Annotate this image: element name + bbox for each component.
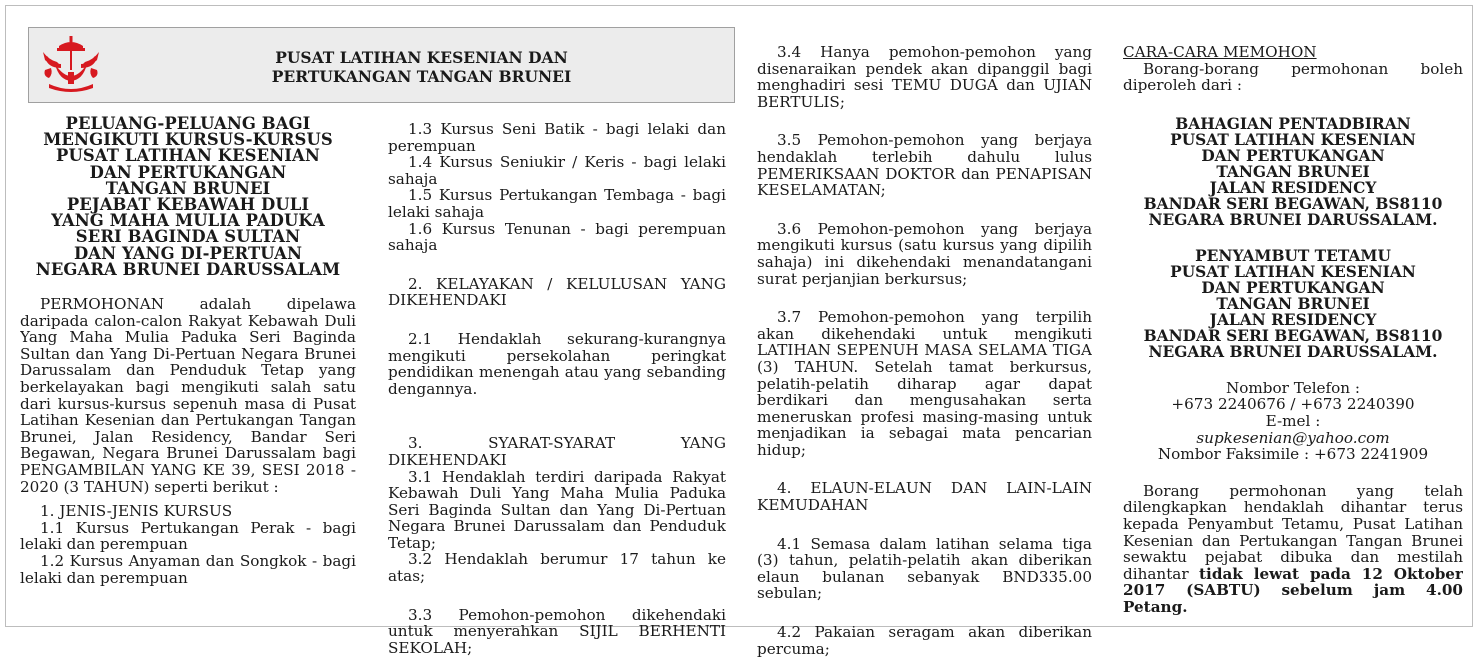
heading-line: DAN YANG DI-PERTUAN xyxy=(73,243,303,263)
brunei-crest-icon xyxy=(39,34,103,94)
item-3-6: 3.6 Pemohon-pemohon yang berjaya mengikuti kursus (satu kursus yang dipilih sahaja) ini dikehendaki menandatangani surat perjanjian berkursus; xyxy=(757,219,1092,288)
column-1 xyxy=(20,116,356,586)
item-3-2: 3.2 Hendaklah berumur 17 tahun ke atas; xyxy=(388,550,726,586)
address-line: TANGAN BRUNEI xyxy=(1216,162,1370,181)
phone-label: Nombor Telefon : xyxy=(1225,378,1361,397)
section-3-title: 3. SYARAT-SYARAT YANG DIKEHENDAKI xyxy=(388,434,726,469)
item-3-3: 3.3 Pemohon-pemohon dikehendaki untuk menyerahkan SIJIL BERHENTI SEKOLAH; xyxy=(388,605,726,657)
newspaper-advertisement xyxy=(5,5,1473,657)
heading-line: TANGAN BRUNEI xyxy=(105,178,271,198)
section-4-title: 4. ELAUN-ELAUN DAN LAIN-LAIN KEMUDAHAN xyxy=(757,479,1092,515)
column-4 xyxy=(1123,44,1463,616)
address-administration xyxy=(1123,116,1463,228)
intro-paragraph: PERMOHONAN adalah dipelawa daripada calon-calon Rakyat Kebawah Duli Yang Maha Mulia Paduka Seri Baginda Sultan dan Yang Di-Pertuan Negara Brunei Darussalam dan Penduduk Tetap yang berkelayakan bagi mengikuti salah satu dari kursus-kursus sepenuh masa di Pusat Latihan Kesenian dan Pertukangan Tangan Brunei, Jalan Residency, Bandar Seri Begawan, Negara Brunei Darussalam bagi PENGAMBILAN YANG KE 39, SESI 2018 - 2020 (3 TAHUN) seperti berikut : xyxy=(20,295,356,496)
item-1-5: 1.5 Kursus Pertukangan Tembaga - bagi lelaki sahaja xyxy=(388,186,726,221)
how-to-apply-title: CARA-CARA MEMOHON xyxy=(1123,44,1317,61)
closing-paragraph xyxy=(1123,483,1463,616)
header-banner xyxy=(28,27,735,103)
address-line: PENYAMBUT TETAMU xyxy=(1195,246,1391,265)
heading-line: PEJABAT KEBAWAH DULI xyxy=(66,195,310,215)
address-line: TANGAN BRUNEI xyxy=(1216,294,1370,313)
item-3-7: 3.7 Pemohon-pemohon yang terpilih akan dikehendaki untuk mengikuti LATIHAN SEPENUH MASA SELAMA TIGA (3) TAHUN. Setelah tamat berkursus, pelatih-pelatih diharap agar dapat berdikari dan mengusahakan serta meneruskan profesi masing-masing untuk menjadikan ia sebagai mata pencarian hidup; xyxy=(757,308,1092,459)
item-1-4: 1.4 Kursus Seniukir / Keris - bagi lelaki sahaja xyxy=(388,153,726,188)
address-line: BANDAR SERI BEGAWAN, BS8110 xyxy=(1143,326,1443,345)
closing-deadline: tidak lewat pada 12 Oktober 2017 (SABTU) sebelum jam 4.00 Petang. xyxy=(1123,564,1463,616)
address-line: NEGARA BRUNEI DARUSSALAM. xyxy=(1148,210,1438,229)
address-line: BAHAGIAN PENTADBIRAN xyxy=(1175,114,1411,133)
item-1-1: 1.1 Kursus Pertukangan Perak - bagi lelaki dan perempuan xyxy=(20,518,356,554)
heading-line: PUSAT LATIHAN KESENIAN xyxy=(56,146,320,166)
email-line xyxy=(1123,413,1463,446)
item-3-4: 3.4 Hanya pemohon-pemohon yang disenaraikan pendek akan dipanggil bagi menghadiri sesi TEMU DUGA dan UJIAN BERTULIS; xyxy=(757,44,1092,111)
section-1-title: 1. JENIS-JENIS KURSUS xyxy=(40,502,233,521)
address-line: PUSAT LATIHAN KESENIAN xyxy=(1170,130,1416,149)
closing-text: Borang permohonan yang telah dilengkapkan hendaklah dihantar terus kepada Penyambut Tetamu, Pusat Latihan Kesenian dan Pertukangan Tangan Brunei sewaktu pejabat dibuka dan mestilah dihantar xyxy=(1123,481,1463,583)
item-2-1: 2.1 Hendaklah sekurang-kurangnya mengikuti persekolahan peringkat pendidikan menengah atau yang sebanding dengannya. xyxy=(388,329,726,398)
column-3 xyxy=(757,44,1092,657)
how-to-apply-intro: Borang-borang permohonan boleh diperoleh dari : xyxy=(1123,59,1463,95)
item-1-6: 1.6 Kursus Tenunan - bagi perempuan sahaja xyxy=(388,219,726,255)
item-4-1: 4.1 Semasa dalam latihan selama tiga (3) tahun, pelatih-pelatih akan diberikan elaun bulanan sebanyak BND335.00 sebulan; xyxy=(757,534,1092,603)
heading-line: PELUANG-PELUANG BAGI xyxy=(65,116,311,133)
heading-line: NEGARA BRUNEI DARUSSALAM xyxy=(35,259,341,279)
heading-line: YANG MAHA MULIA PADUKA xyxy=(51,211,325,231)
address-line: PUSAT LATIHAN KESENIAN xyxy=(1170,262,1416,281)
address-line: JALAN RESIDENCY xyxy=(1209,178,1377,197)
item-3-5: 3.5 Pemohon-pemohon yang berjaya hendaklah terlebih dahulu lulus PEMERIKSAAN DOKTOR dan PENAPISAN KESELAMATAN; xyxy=(757,131,1092,200)
address-line: JALAN RESIDENCY xyxy=(1209,310,1377,329)
item-3-1: 3.1 Hendaklah terdiri daripada Rakyat Kebawah Duli Yang Maha Mulia Paduka Seri Baginda Sultan dan Yang Di-Pertuan Negara Brunei Darussalam dan Penduduk Tetap; xyxy=(388,467,726,552)
main-heading xyxy=(20,116,356,278)
address-line: DAN PERTUKANGAN xyxy=(1201,146,1385,165)
heading-line: SERI BAGINDA SULTAN xyxy=(75,227,301,247)
fax-line: Nombor Faksimile : +673 2241909 xyxy=(1157,445,1429,464)
item-1-2: 1.2 Kursus Anyaman dan Songkok - bagi lelaki dan perempuan xyxy=(20,551,356,587)
item-4-2: 4.2 Pakaian seragam akan diberikan percuma; xyxy=(757,623,1092,657)
address-line: NEGARA BRUNEI DARUSSALAM. xyxy=(1148,342,1438,361)
item-1-3: 1.3 Kursus Seni Batik - bagi lelaki dan perempuan xyxy=(388,121,726,155)
address-line: BANDAR SERI BEGAWAN, BS8110 xyxy=(1143,194,1443,213)
banner-title-line2: PERTUKANGAN TANGAN BRUNEI xyxy=(271,67,572,86)
address-reception xyxy=(1123,248,1463,360)
email-label: E-mel : xyxy=(1265,411,1321,430)
contact-info xyxy=(1123,380,1463,463)
column-2 xyxy=(388,121,726,656)
email-address: supkesenian@yahoo.com xyxy=(1196,428,1390,447)
heading-line: DAN PERTUKANGAN xyxy=(89,162,287,182)
banner-title xyxy=(109,48,734,86)
banner-title-line1: PUSAT LATIHAN KESENIAN DAN xyxy=(275,48,568,67)
address-line: DAN PERTUKANGAN xyxy=(1201,278,1385,297)
phone-numbers: +673 2240676 / +673 2240390 xyxy=(1171,395,1415,414)
section-2-title: 2. KELAYAKAN / KELULUSAN YANG DIKEHENDAKI xyxy=(388,274,726,310)
heading-line: MENGIKUTI KURSUS-KURSUS xyxy=(43,130,333,150)
